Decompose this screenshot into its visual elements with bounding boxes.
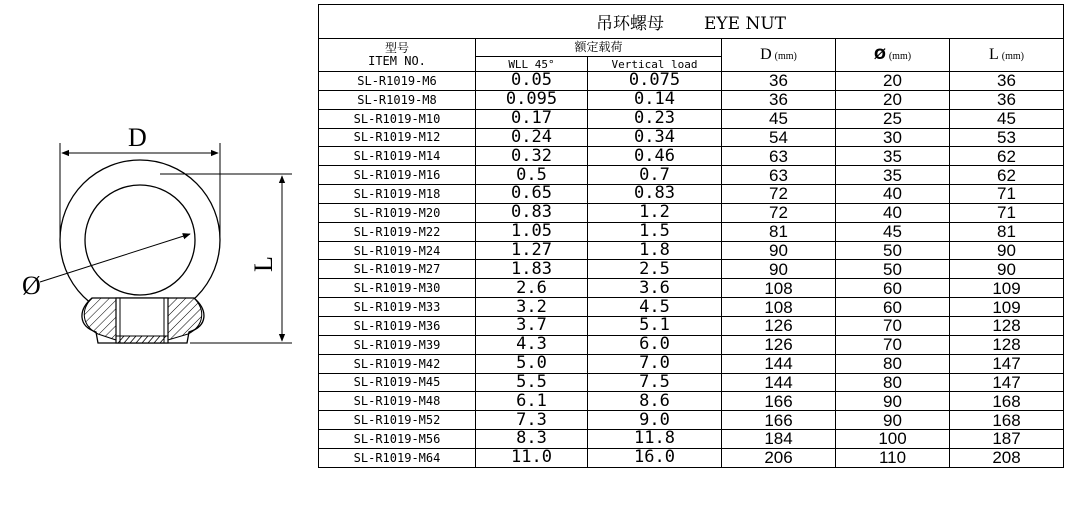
table-row <box>319 203 1064 222</box>
header-d-unit: (mm) <box>774 51 797 62</box>
cell-vertical: 0.34 <box>588 128 722 147</box>
cell-d: 72 <box>722 185 836 204</box>
header-phi-label: Ø <box>873 47 886 63</box>
header-model-en: ITEM NO. <box>368 54 426 68</box>
cell-item: SL-R1019-M6 <box>319 72 476 91</box>
cell-wll: 11.0 <box>476 448 588 467</box>
cell-item: SL-R1019-M18 <box>319 185 476 204</box>
cell-phi: 50 <box>836 260 950 279</box>
cell-d: 54 <box>722 128 836 147</box>
cell-l: 128 <box>950 316 1064 335</box>
table-row <box>319 392 1064 411</box>
cell-vertical: 0.075 <box>588 72 722 91</box>
table-row <box>319 166 1064 185</box>
cell-wll: 7.3 <box>476 411 588 430</box>
cell-vertical: 0.23 <box>588 109 722 128</box>
cell-item: SL-R1019-M30 <box>319 279 476 298</box>
cell-wll: 0.095 <box>476 90 588 109</box>
cell-l: 208 <box>950 448 1064 467</box>
cell-item: SL-R1019-M10 <box>319 109 476 128</box>
table-row <box>319 430 1064 449</box>
cell-d: 144 <box>722 354 836 373</box>
cell-d: 90 <box>722 241 836 260</box>
hatch-right <box>168 298 202 340</box>
cell-wll: 6.1 <box>476 392 588 411</box>
cell-item: SL-R1019-M14 <box>319 147 476 166</box>
table-row <box>319 279 1064 298</box>
cell-wll: 5.5 <box>476 373 588 392</box>
header-d-label: D <box>760 46 772 63</box>
header-d <box>722 39 836 72</box>
cell-l: 90 <box>950 241 1064 260</box>
table-row <box>319 128 1064 147</box>
cell-vertical: 11.8 <box>588 430 722 449</box>
cell-wll: 1.27 <box>476 241 588 260</box>
cell-d: 166 <box>722 411 836 430</box>
cell-vertical: 2.5 <box>588 260 722 279</box>
eye-nut-drawing <box>0 0 310 510</box>
header-item-no <box>319 39 476 72</box>
cell-l: 81 <box>950 222 1064 241</box>
cell-d: 108 <box>722 298 836 317</box>
cell-vertical: 1.5 <box>588 222 722 241</box>
cell-vertical: 5.1 <box>588 316 722 335</box>
table-row <box>319 72 1064 91</box>
cell-d: 126 <box>722 316 836 335</box>
cell-d: 206 <box>722 448 836 467</box>
cell-d: 36 <box>722 90 836 109</box>
label-l: L <box>249 256 278 272</box>
cell-phi: 70 <box>836 335 950 354</box>
cell-phi: 80 <box>836 373 950 392</box>
cell-item: SL-R1019-M36 <box>319 316 476 335</box>
cell-item: SL-R1019-M20 <box>319 203 476 222</box>
cell-vertical: 16.0 <box>588 448 722 467</box>
cell-item: SL-R1019-M8 <box>319 90 476 109</box>
table-row <box>319 448 1064 467</box>
eye-nut-spec-table <box>318 4 1064 468</box>
cell-phi: 90 <box>836 392 950 411</box>
cell-item: SL-R1019-M22 <box>319 222 476 241</box>
cell-vertical: 0.7 <box>588 166 722 185</box>
cell-wll: 2.6 <box>476 279 588 298</box>
cell-item: SL-R1019-M33 <box>319 298 476 317</box>
cell-vertical: 0.14 <box>588 90 722 109</box>
cell-l: 109 <box>950 279 1064 298</box>
cell-phi: 45 <box>836 222 950 241</box>
table-row <box>319 354 1064 373</box>
cell-wll: 0.05 <box>476 72 588 91</box>
table-row <box>319 373 1064 392</box>
cell-d: 144 <box>722 373 836 392</box>
cell-d: 108 <box>722 279 836 298</box>
cell-wll: 3.2 <box>476 298 588 317</box>
table-row <box>319 335 1064 354</box>
cell-item: SL-R1019-M16 <box>319 166 476 185</box>
cell-l: 36 <box>950 72 1064 91</box>
cell-l: 53 <box>950 128 1064 147</box>
cell-l: 168 <box>950 411 1064 430</box>
cell-item: SL-R1019-M27 <box>319 260 476 279</box>
cell-l: 90 <box>950 260 1064 279</box>
outer-ring <box>60 160 220 320</box>
cell-d: 63 <box>722 147 836 166</box>
cell-d: 166 <box>722 392 836 411</box>
cell-item: SL-R1019-M48 <box>319 392 476 411</box>
cell-phi: 25 <box>836 109 950 128</box>
cell-l: 128 <box>950 335 1064 354</box>
cell-d: 45 <box>722 109 836 128</box>
table-row <box>319 222 1064 241</box>
cell-d: 63 <box>722 166 836 185</box>
cell-vertical: 4.5 <box>588 298 722 317</box>
cell-item: SL-R1019-M45 <box>319 373 476 392</box>
header-l <box>950 39 1064 72</box>
cell-d: 184 <box>722 430 836 449</box>
cell-item: SL-R1019-M24 <box>319 241 476 260</box>
cell-phi: 60 <box>836 298 950 317</box>
cell-phi: 35 <box>836 166 950 185</box>
cell-wll: 3.7 <box>476 316 588 335</box>
cell-wll: 1.05 <box>476 222 588 241</box>
hatch-left <box>84 298 116 340</box>
cell-phi: 90 <box>836 411 950 430</box>
cell-wll: 0.83 <box>476 203 588 222</box>
cell-l: 109 <box>950 298 1064 317</box>
cell-phi: 50 <box>836 241 950 260</box>
cell-wll: 0.65 <box>476 185 588 204</box>
header-load-cn: 额定载荷 <box>476 39 722 57</box>
cell-wll: 8.3 <box>476 430 588 449</box>
cell-vertical: 9.0 <box>588 411 722 430</box>
cell-item: SL-R1019-M39 <box>319 335 476 354</box>
cell-item: SL-R1019-M56 <box>319 430 476 449</box>
table-row <box>319 241 1064 260</box>
table-row <box>319 260 1064 279</box>
cell-d: 36 <box>722 72 836 91</box>
table-title <box>319 5 1064 39</box>
cell-phi: 20 <box>836 72 950 91</box>
cell-vertical: 8.6 <box>588 392 722 411</box>
label-d: D <box>128 123 147 152</box>
cell-wll: 5.0 <box>476 354 588 373</box>
cell-phi: 100 <box>836 430 950 449</box>
cell-phi: 30 <box>836 128 950 147</box>
cell-phi: 35 <box>836 147 950 166</box>
inner-hole <box>85 185 195 295</box>
header-model-cn: 型号 <box>384 41 409 55</box>
cell-item: SL-R1019-M64 <box>319 448 476 467</box>
cell-phi: 80 <box>836 354 950 373</box>
table-row <box>319 185 1064 204</box>
cell-phi: 40 <box>836 185 950 204</box>
table-row <box>319 109 1064 128</box>
cell-d: 90 <box>722 260 836 279</box>
cell-l: 187 <box>950 430 1064 449</box>
cell-wll: 0.32 <box>476 147 588 166</box>
table-row <box>319 90 1064 109</box>
cell-item: SL-R1019-M42 <box>319 354 476 373</box>
table-row <box>319 316 1064 335</box>
cell-wll: 4.3 <box>476 335 588 354</box>
label-phi: Ø <box>22 271 41 300</box>
table-row <box>319 298 1064 317</box>
cell-l: 62 <box>950 147 1064 166</box>
cell-vertical: 0.83 <box>588 185 722 204</box>
cell-l: 71 <box>950 203 1064 222</box>
header-l-unit: (mm) <box>1001 51 1025 62</box>
cell-d: 81 <box>722 222 836 241</box>
header-phi-unit: (mm) <box>888 51 912 62</box>
cell-phi: 110 <box>836 448 950 467</box>
cell-vertical: 1.2 <box>588 203 722 222</box>
cell-phi: 60 <box>836 279 950 298</box>
cell-d: 126 <box>722 335 836 354</box>
title-cn: 吊环螺母 <box>596 14 665 34</box>
header-vertical: Vertical load <box>588 57 722 72</box>
cell-vertical: 7.5 <box>588 373 722 392</box>
cell-l: 147 <box>950 373 1064 392</box>
header-l-label: L <box>989 46 999 63</box>
cell-wll: 0.24 <box>476 128 588 147</box>
table-row <box>319 411 1064 430</box>
cell-wll: 0.17 <box>476 109 588 128</box>
cell-l: 36 <box>950 90 1064 109</box>
cell-vertical: 0.46 <box>588 147 722 166</box>
cell-l: 71 <box>950 185 1064 204</box>
cell-vertical: 1.8 <box>588 241 722 260</box>
cell-item: SL-R1019-M52 <box>319 411 476 430</box>
cell-d: 72 <box>722 203 836 222</box>
cell-phi: 70 <box>836 316 950 335</box>
cell-wll: 1.83 <box>476 260 588 279</box>
cell-phi: 20 <box>836 90 950 109</box>
header-wll: WLL 45° <box>476 57 588 72</box>
title-en: EYE NUT <box>704 14 787 34</box>
cell-vertical: 7.0 <box>588 354 722 373</box>
cell-phi: 40 <box>836 203 950 222</box>
cell-item: SL-R1019-M12 <box>319 128 476 147</box>
cell-vertical: 6.0 <box>588 335 722 354</box>
cell-l: 62 <box>950 166 1064 185</box>
cell-l: 147 <box>950 354 1064 373</box>
cell-l: 45 <box>950 109 1064 128</box>
cell-vertical: 3.6 <box>588 279 722 298</box>
header-phi <box>836 39 950 72</box>
table-row <box>319 147 1064 166</box>
cell-wll: 0.5 <box>476 166 588 185</box>
cell-l: 168 <box>950 392 1064 411</box>
